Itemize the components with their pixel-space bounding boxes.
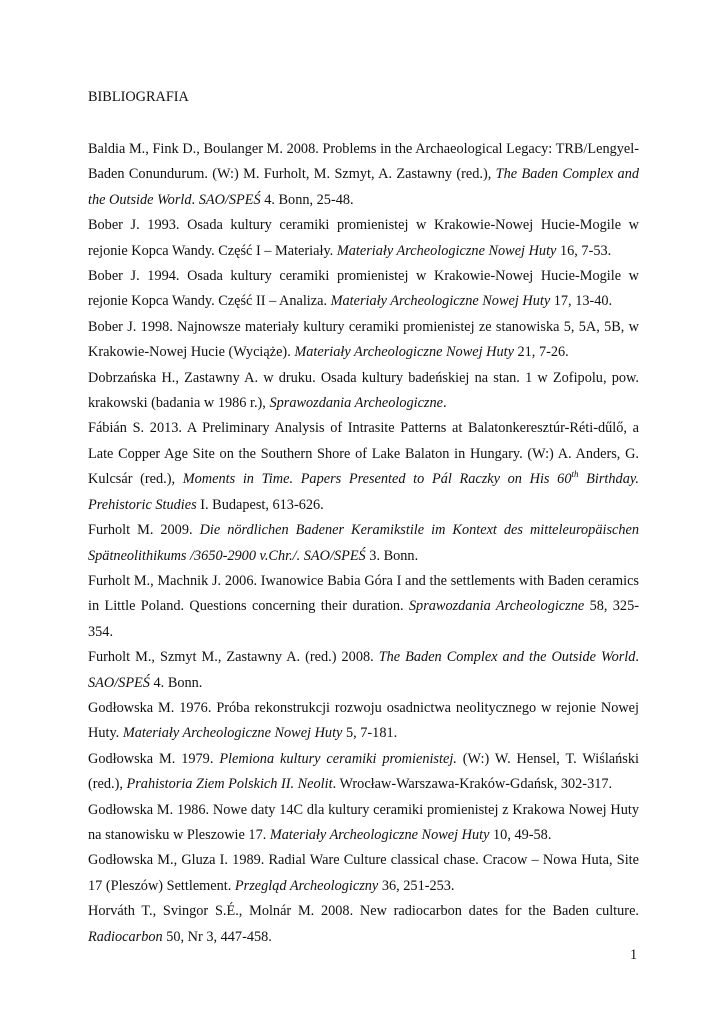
entry-text-segment: Sprawozdania Archeologiczne	[269, 395, 443, 412]
entry-text-segment: Godłowska M. 1979.	[88, 750, 220, 767]
entry-text-segment: Horváth T., Svingor S.É., Molnár M. 2008. New radiocarbon dates for the Baden culture.	[88, 903, 639, 920]
entry-text-segment: Godłowska M. 1976. Próba rekonstrukcji rozwoju osadnictwa neolitycznego w rejonie Nowej Huty.	[88, 699, 639, 742]
entry-text-segment: Bober J. 1993. Osada kultury ceramiki promienistej w Krakowie-Nowej Hucie-Mogile w rejonie Kopca Wandy. Część I – Materiały.	[88, 217, 639, 259]
entry-text-segment: Fábián S. 2013. A Preliminary Analysis of Intrasite Patterns at Balatonkeresztúr-Réti-dűlő, a Late Copper Age Site on the Southern Shore of Lake Balaton in Hungary. (W:) A. Anders, G. Kulcsár (red.),	[88, 420, 639, 488]
entry-text-segment: Baldia M., Fink D., Boulanger M. 2008. Problems in the Archaeological Legacy: TRB/Lengyel-Baden Conundurum. (W:) M. Furholt, M. Szmyt, A. Zastawny (red.),	[88, 141, 639, 183]
entry-text-segment: 16, 7-53.	[556, 242, 612, 259]
entry-text-segment: 4. Bonn.	[149, 674, 203, 691]
entry-text-segment: Materiały Archeologiczne Nowej Huty	[122, 725, 343, 742]
entry-text-segment: Bober J. 1998. Najnowsze materiały kultury ceramiki promienistej ze stanowiska 5, 5A, 5B, w Krakowie-Nowej Hucie (Wyciąże).	[88, 318, 639, 361]
entry-text-segment: The Baden Complex and the Outside World	[378, 649, 636, 666]
entry-text-segment: The Baden Complex and the Outside World	[88, 166, 639, 208]
entry-text-segment: Materiały Archeologiczne Nowej Huty	[336, 242, 557, 259]
entry-text-segment: Die nördlichen Badener Keramikstile im Kontext des mitteleuropäischen Spätneolithikums /3650-2900 v.Chr./. SAO/SPEŚ	[88, 522, 639, 564]
entry-text-segment: Godłowska M., Gluza I. 1989. Radial Ware Culture classical chase. Cracow – Nowa Huta, Site 17 (Pleszów) Settlement.	[88, 852, 639, 894]
entry-text-segment: 36, 251-253.	[378, 877, 455, 894]
page-number: 1	[630, 947, 638, 963]
entry-text-segment: (W:) W. Hensel, T. Wiślański (red.),	[88, 750, 639, 793]
entry-text-segment: 17, 13-40.	[550, 293, 613, 310]
bibliography-entry	[88, 366, 639, 417]
bibliography-entry	[88, 696, 639, 747]
bibliography-entry	[88, 518, 639, 569]
bibliography-entry	[88, 569, 639, 645]
entry-text-segment: .	[443, 395, 447, 412]
bibliography-entry	[88, 899, 639, 950]
entry-text-segment: Furholt M., Machnik J. 2006. Iwanowice Babia Góra I and the settlements with Baden ceramics in Little Poland. Questions concerning their duration.	[88, 572, 639, 615]
bibliography-entry	[88, 416, 639, 518]
entry-text-segment: 4. Bonn, 25-48.	[260, 191, 354, 208]
entry-text-segment: 5, 7-181.	[342, 725, 398, 742]
entry-text-segment: Godłowska M. 1986. Nowe daty 14C dla kultury ceramiki promienistej z Krakowa Nowej Huty na stanowisku w Pleszowie 17.	[88, 801, 639, 843]
bibliography-entry	[88, 747, 639, 798]
entry-text-segment: Moments in Time. Papers Presented to Pál Raczky on His 60	[182, 471, 572, 488]
bibliography-entry	[88, 798, 639, 849]
entry-text-segment: 10, 49-58.	[489, 826, 552, 843]
bibliography-entry	[88, 848, 639, 899]
entry-text-segment: Plemiona kultury ceramiki promienistej.	[219, 750, 457, 767]
entry-text-segment: SAO/SPEŚ	[88, 674, 150, 691]
entry-text-segment: .	[191, 191, 199, 208]
entry-text-segment: Radiocarbon	[88, 928, 163, 945]
entry-text-segment: Przegląd Archeologiczny	[234, 877, 379, 894]
bibliography-entry	[88, 315, 639, 366]
entry-text-segment: Dobrzańska H., Zastawny A. w druku. Osada kultury badeńskiej na stan. 1 w Zofipolu, pow. krakowski (badania w 1986 r.),	[88, 369, 639, 412]
entry-text-segment: Bober J. 1994. Osada kultury ceramiki promienistej w Krakowie-Nowej Hucie-Mogile w rejonie Kopca Wandy. Część II – Analiza.	[88, 268, 639, 310]
entry-text-segment: 58, 325-354.	[88, 598, 639, 640]
entry-text-segment: . Wrocław-Warszawa-Kraków-Gdańsk, 302-317.	[332, 776, 613, 793]
entry-text-segment: 50, Nr 3, 447-458.	[162, 928, 272, 945]
entry-text-segment: Prahistoria Ziem Polskich II. Neolit	[126, 776, 333, 793]
bibliography-entry	[88, 213, 639, 264]
entry-text-segment: 21, 7-26.	[513, 344, 569, 361]
entry-text-segment: .	[635, 649, 639, 666]
entry-text-segment: 3. Bonn.	[365, 547, 419, 564]
bibliography-list	[88, 137, 639, 950]
entry-text-segment: Materiały Archeologiczne Nowej Huty	[269, 826, 490, 843]
entry-text-segment: Birthday. Prehistoric Studies	[88, 471, 639, 513]
bibliography-entry	[88, 264, 639, 315]
entry-text-segment: Furholt M. 2009.	[88, 522, 200, 539]
entry-text-segment: Furholt M., Szmyt M., Zastawny A. (red.) 2008.	[88, 649, 379, 666]
entry-text-segment: I. Budapest, 613-626.	[196, 496, 324, 513]
entry-text-segment: Sprawozdania Archeologiczne	[408, 598, 585, 615]
entry-text-segment: th	[571, 469, 579, 480]
page-heading: BIBLIOGRAFIA	[88, 89, 189, 105]
entry-text-segment: Materiały Archeologiczne Nowej Huty	[330, 293, 551, 310]
entry-text-segment: Materiały Archeologiczne Nowej Huty	[294, 344, 514, 361]
bibliography-entry	[88, 137, 639, 213]
entry-text-segment: SAO/SPEŚ	[198, 191, 261, 208]
bibliography-entry	[88, 645, 639, 696]
